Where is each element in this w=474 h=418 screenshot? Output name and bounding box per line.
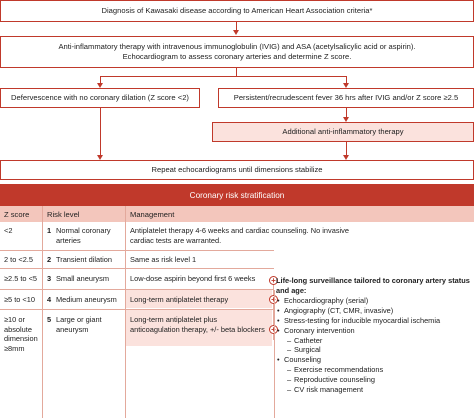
counseling-sub-2: – Reproductive counseling [276,375,472,385]
row-divider-2 [0,268,274,269]
surveillance-item-1: • Echocardiography (serial) [276,296,472,306]
defervescence-text: Defervescence with no coronary dilation (Z score <2) [11,92,189,102]
row3-mgmt-text: Low-dose aspirin beyond first 6 weeks [130,274,256,283]
row-divider-1 [0,250,274,251]
row2-risk [52,253,124,267]
row1-risk-text: Normal coronary arteries [56,226,111,245]
intervention-sub-2: – Surgical [276,345,472,355]
row2-z-text: 2 to <2.5 [4,255,33,264]
connector-2 [236,68,237,76]
header-z-text: Z score [4,209,30,219]
row1-mgmt [126,224,354,247]
row5-risk [52,313,124,336]
diagnosis-box [0,0,474,22]
counseling-sub-3: – CV risk management [276,385,472,395]
col-divider-1 [42,206,43,418]
row2-mgmt [126,253,354,267]
counseling-sub-1: – Exercise recommendations [276,365,472,375]
defervescence-box [0,88,200,108]
row4-risk-text: Medium aneurysm [56,295,117,304]
row4-mgmt [126,293,272,307]
surveillance-item-4: • Coronary intervention [276,326,472,336]
header-z [0,206,42,222]
row3-z-text: ≥2.5 to <5 [4,274,38,283]
header-risk [43,206,125,222]
row5-z-text: ≥10 or absolute dimension ≥8mm [4,315,38,353]
persistent-box [218,88,474,108]
repeat-echo-box [0,160,474,180]
row2-z [0,253,42,267]
surveillance-title: Life-long surveillance tailored to coronary artery status and age: [276,276,470,295]
plus-icon-row5: + [269,325,278,334]
connector-defer-down [100,108,101,156]
header-risk-text: Risk level [47,209,80,219]
stratification-title: Coronary risk stratification [189,190,285,200]
row3-risk [52,272,124,286]
row5-num-text: 5 [47,315,52,324]
persistent-text: Persistent/recrudescent fever 36 hrs after IVIG and/or Z score ≥2.5 [233,92,459,102]
row4-risk [52,293,124,307]
row4-mgmt-text: Long-term antiplatelet therapy [130,295,229,304]
repeat-echo-text: Repeat echocardiograms until dimensions stabilize [151,164,323,174]
row1-risk [52,224,124,247]
stratification-banner [0,184,474,206]
plus-icon-row3: + [269,276,278,285]
row5-risk-text: Large or giant aneurysm [56,315,102,334]
therapy-text-1: Anti-inflammatory therapy with intravenous immunoglobulin (IVIG) and ASA (acetylsalicylic acid or aspirin). [58,41,416,51]
row2-num-text: 2 [47,255,52,264]
row1-num-text: 1 [47,226,52,235]
row2-mgmt-text: Same as risk level 1 [130,255,197,264]
arrow-1 [233,30,239,35]
row3-risk-text: Small aneurysm [56,274,109,283]
surveillance-item-3: • Stress-testing for inducible myocardial ischemia [276,316,472,326]
diagnosis-text: Diagnosis of Kawasaki disease according to American Heart Association criteria* [101,5,373,15]
row4-num-text: 4 [47,295,52,304]
row4-z-text: ≥5 to <10 [4,295,35,304]
row3-num-text: 3 [47,274,52,283]
row3-mgmt [126,272,272,286]
row4-z [0,293,42,307]
plus-icon-row4: + [269,295,278,304]
header-mgmt [126,206,474,222]
header-mgmt-text: Management [130,209,175,219]
surveillance-panel [276,276,472,395]
row5-mgmt-text: Long-term antiplatelet plus anticoagulation therapy, +/- beta blockers [130,315,265,334]
row1-mgmt-text: Antiplatelet therapy 4-6 weeks and cardiac counseling. No invasive cardiac tests are warranted. [130,226,349,245]
row1-z [0,224,42,238]
surveillance-item-2: • Angiography (CT, CMR, invasive) [276,306,472,316]
therapy-text-2: Echocardiogram to assess coronary arteries and determine Z score. [122,52,352,61]
row2-risk-text: Transient dilation [56,255,113,264]
surveillance-counseling: • Counseling [276,355,472,365]
additional-therapy-text: Additional anti-inflammatory therapy [282,126,404,136]
connector-add-down [346,142,347,156]
row5-mgmt [126,313,272,336]
additional-therapy-box [212,122,474,142]
row3-z [0,272,42,286]
connector-split [100,76,347,77]
intervention-sub-1: – Catheter [276,336,472,346]
row5-z [0,313,42,356]
row1-z-text: <2 [4,226,13,235]
therapy-box [0,36,474,68]
